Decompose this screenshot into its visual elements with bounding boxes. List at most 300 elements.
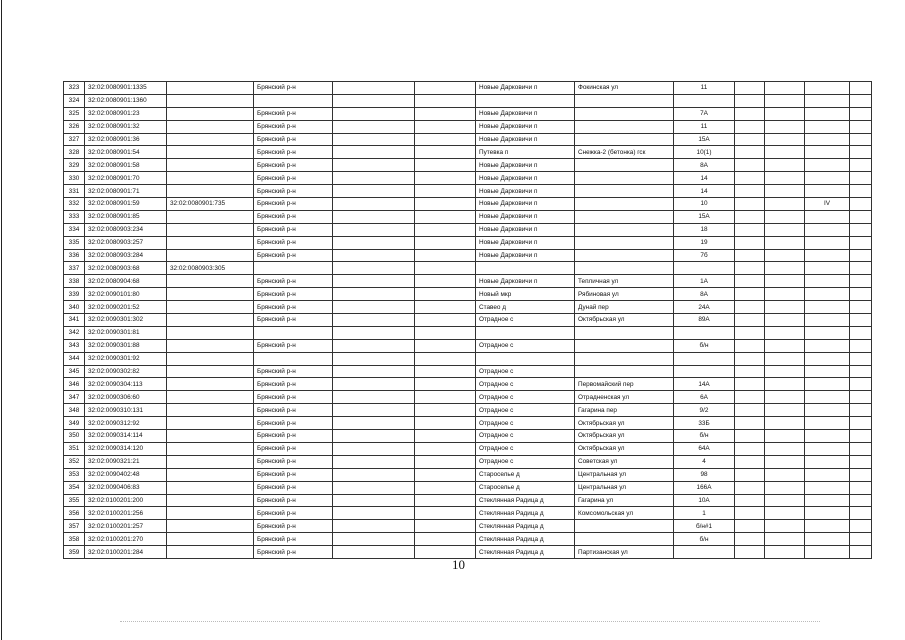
table-cell: Брянский р-н: [254, 430, 333, 443]
table-row: [64, 146, 872, 159]
table-row: [64, 223, 872, 236]
table-cell: Октябрьская ул: [575, 314, 674, 327]
table-cell: 333: [64, 210, 85, 223]
table-cell: Комсомольская ул: [575, 507, 674, 520]
cadastral-table: [63, 81, 872, 559]
table-cell: Брянский р-н: [254, 507, 333, 520]
table-cell: [765, 301, 805, 314]
table-cell: [333, 185, 415, 198]
table-cell: Брянский р-н: [254, 365, 333, 378]
table-row: [64, 546, 872, 559]
table-cell: [850, 236, 872, 249]
table-cell: [333, 210, 415, 223]
table-cell: Брянский р-н: [254, 120, 333, 133]
table-cell: [415, 210, 476, 223]
table-cell: 10А: [674, 494, 735, 507]
table-cell: [333, 417, 415, 430]
table-cell: [765, 249, 805, 262]
table-cell: [333, 481, 415, 494]
table-cell: 32:02:0080901:59: [85, 198, 167, 211]
table-cell: Новые Дарковичи п: [476, 249, 575, 262]
table-cell: [674, 262, 735, 275]
table-cell: [765, 404, 805, 417]
table-cell: [735, 314, 765, 327]
table-cell: [805, 120, 850, 133]
table-cell: [415, 520, 476, 533]
table-cell: 346: [64, 378, 85, 391]
table-cell: 7А: [674, 107, 735, 120]
table-cell: [254, 262, 333, 275]
table-cell: [333, 352, 415, 365]
table-cell: [333, 172, 415, 185]
table-cell: 32:02:0090302:82: [85, 365, 167, 378]
table-cell: Брянский р-н: [254, 301, 333, 314]
table-cell: [333, 249, 415, 262]
table-row: [64, 326, 872, 339]
table-cell: [333, 430, 415, 443]
table-cell: 33Б: [674, 417, 735, 430]
table-cell: [415, 533, 476, 546]
table-cell: Путевка п: [476, 146, 575, 159]
table-cell: 355: [64, 494, 85, 507]
table-cell: [735, 159, 765, 172]
table-cell: Брянский р-н: [254, 172, 333, 185]
table-cell: [333, 236, 415, 249]
table-cell: [805, 107, 850, 120]
table-cell: [167, 442, 254, 455]
table-cell: [674, 94, 735, 107]
table-cell: [333, 133, 415, 146]
table-cell: 32:02:0080904:68: [85, 275, 167, 288]
table-cell: [765, 481, 805, 494]
table-cell: [575, 520, 674, 533]
table-cell: 18: [674, 223, 735, 236]
table-cell: Снежка-2 (бетонка) гск: [575, 146, 674, 159]
table-cell: 32:02:0100201:284: [85, 546, 167, 559]
table-cell: 19: [674, 236, 735, 249]
table-cell: Брянский р-н: [254, 314, 333, 327]
table-cell: [167, 430, 254, 443]
table-cell: [735, 339, 765, 352]
table-cell: 32:02:0090406:83: [85, 481, 167, 494]
table-cell: Брянский р-н: [254, 223, 333, 236]
table-row: [64, 442, 872, 455]
table-cell: Новые Дарковичи п: [476, 107, 575, 120]
table-cell: [735, 417, 765, 430]
table-cell: [735, 442, 765, 455]
table-cell: [167, 159, 254, 172]
table-cell: [765, 533, 805, 546]
table-cell: [415, 172, 476, 185]
table-cell: [735, 468, 765, 481]
table-cell: Брянский р-н: [254, 210, 333, 223]
table-cell: 324: [64, 94, 85, 107]
table-cell: 352: [64, 455, 85, 468]
table-cell: [415, 430, 476, 443]
table-cell: [167, 275, 254, 288]
table-cell: 32:02:0090301:88: [85, 339, 167, 352]
table-cell: [415, 365, 476, 378]
table-cell: [805, 520, 850, 533]
table-cell: [415, 339, 476, 352]
table-row: [64, 275, 872, 288]
table-cell: [765, 262, 805, 275]
table-cell: [735, 430, 765, 443]
table-cell: [415, 546, 476, 559]
table-cell: Отрадное с: [476, 339, 575, 352]
table-row: [64, 494, 872, 507]
table-cell: 32:02:0090301:81: [85, 326, 167, 339]
table-cell: [735, 146, 765, 159]
table-cell: [765, 520, 805, 533]
table-cell: [735, 133, 765, 146]
table-cell: [575, 107, 674, 120]
table-cell: [850, 249, 872, 262]
table-cell: [735, 301, 765, 314]
table-cell: [805, 507, 850, 520]
table-cell: [167, 533, 254, 546]
table-cell: Новые Дарковичи п: [476, 82, 575, 95]
table-cell: Брянский р-н: [254, 339, 333, 352]
table-row: [64, 172, 872, 185]
table-cell: [575, 120, 674, 133]
table-cell: 339: [64, 288, 85, 301]
table-cell: [167, 481, 254, 494]
table-row: [64, 455, 872, 468]
table-cell: 327: [64, 133, 85, 146]
table-cell: [415, 481, 476, 494]
table-cell: Рябиновая ул: [575, 288, 674, 301]
table-cell: 32:02:0090306:60: [85, 391, 167, 404]
table-cell: Отрадное с: [476, 314, 575, 327]
table-cell: Центральная ул: [575, 468, 674, 481]
table-cell: [805, 301, 850, 314]
table-cell: [850, 185, 872, 198]
table-cell: [735, 288, 765, 301]
table-cell: 32:02:0080901:54: [85, 146, 167, 159]
table-cell: 14: [674, 185, 735, 198]
table-row: [64, 210, 872, 223]
table-cell: [415, 198, 476, 211]
table-cell: [415, 262, 476, 275]
table-cell: [735, 365, 765, 378]
table-cell: 32:02:0090301:302: [85, 314, 167, 327]
table-cell: [167, 391, 254, 404]
table-cell: б/н: [674, 430, 735, 443]
table-row: [64, 120, 872, 133]
table-cell: [575, 198, 674, 211]
table-cell: [333, 533, 415, 546]
table-cell: 8А: [674, 288, 735, 301]
table-cell: [415, 326, 476, 339]
table-cell: [415, 455, 476, 468]
table-row: [64, 391, 872, 404]
table-cell: [850, 198, 872, 211]
table-cell: Отрадное с: [476, 442, 575, 455]
table-row: [64, 107, 872, 120]
table-row: [64, 133, 872, 146]
table-cell: Гагарина ул: [575, 494, 674, 507]
table-cell: 335: [64, 236, 85, 249]
table-cell: Ставео д: [476, 301, 575, 314]
table-cell: [415, 288, 476, 301]
table-cell: Брянский р-н: [254, 249, 333, 262]
table-cell: [850, 107, 872, 120]
table-cell: [415, 249, 476, 262]
table-cell: [735, 378, 765, 391]
table-cell: 32:02:0080901:58: [85, 159, 167, 172]
table-cell: [805, 159, 850, 172]
table-cell: 357: [64, 520, 85, 533]
table-cell: Отрадное с: [476, 417, 575, 430]
table-cell: [575, 133, 674, 146]
table-cell: Октябрьская ул: [575, 417, 674, 430]
table-row: [64, 82, 872, 95]
table-cell: 351: [64, 442, 85, 455]
table-cell: [850, 94, 872, 107]
table-cell: [415, 378, 476, 391]
table-cell: Отрадное с: [476, 404, 575, 417]
table-cell: [415, 314, 476, 327]
scan-artifact-line: [120, 621, 820, 623]
table-cell: [765, 210, 805, 223]
table-cell: Новые Дарковичи п: [476, 172, 575, 185]
table-row: [64, 417, 872, 430]
table-cell: [805, 494, 850, 507]
table-cell: 64А: [674, 442, 735, 455]
table-cell: [735, 210, 765, 223]
table-cell: [167, 146, 254, 159]
table-cell: [575, 339, 674, 352]
table-row: [64, 301, 872, 314]
table-cell: 32:02:0090304:113: [85, 378, 167, 391]
table-cell: Отрадное с: [476, 391, 575, 404]
table-cell: [167, 120, 254, 133]
table-cell: [735, 546, 765, 559]
table-cell: Брянский р-н: [254, 391, 333, 404]
table-cell: 32:02:0100201:257: [85, 520, 167, 533]
table-cell: [765, 442, 805, 455]
table-cell: [167, 223, 254, 236]
table-cell: [765, 107, 805, 120]
table-cell: [415, 146, 476, 159]
table-cell: Новые Дарковичи п: [476, 275, 575, 288]
table-cell: [765, 314, 805, 327]
table-cell: [805, 455, 850, 468]
table-cell: [735, 185, 765, 198]
table-cell: [805, 326, 850, 339]
table-cell: [167, 455, 254, 468]
table-cell: [254, 352, 333, 365]
table-cell: Новые Дарковичи п: [476, 210, 575, 223]
table-cell: 32:02:0080903:305: [167, 262, 254, 275]
table-cell: [415, 159, 476, 172]
table-cell: [167, 236, 254, 249]
table-cell: Октябрьская ул: [575, 442, 674, 455]
table-cell: [850, 146, 872, 159]
table-cell: [415, 107, 476, 120]
table-cell: [735, 404, 765, 417]
table-cell: 359: [64, 546, 85, 559]
table-cell: [575, 262, 674, 275]
table-cell: [805, 82, 850, 95]
table-cell: [575, 236, 674, 249]
table-cell: 11: [674, 82, 735, 95]
table-cell: [805, 133, 850, 146]
table-cell: 32:02:0090201:52: [85, 301, 167, 314]
table-cell: 356: [64, 507, 85, 520]
table-cell: Брянский р-н: [254, 107, 333, 120]
table-cell: [805, 481, 850, 494]
table-row: [64, 352, 872, 365]
table-cell: [333, 198, 415, 211]
table-cell: [850, 172, 872, 185]
table-cell: [415, 468, 476, 481]
table-cell: Старосельe д: [476, 481, 575, 494]
table-cell: [765, 507, 805, 520]
table-cell: [805, 365, 850, 378]
table-cell: [765, 94, 805, 107]
table-cell: 340: [64, 301, 85, 314]
table-cell: 10: [674, 198, 735, 211]
table-cell: Брянский р-н: [254, 288, 333, 301]
table-cell: 32:02:0090312:92: [85, 417, 167, 430]
page-left-edge: [1, 0, 2, 640]
table-cell: [805, 262, 850, 275]
table-row: [64, 468, 872, 481]
table-cell: [415, 494, 476, 507]
table-cell: [805, 210, 850, 223]
table-cell: 6А: [674, 391, 735, 404]
table-cell: 32:02:0090402:48: [85, 468, 167, 481]
table-cell: [735, 326, 765, 339]
table-cell: [333, 455, 415, 468]
table-cell: [415, 507, 476, 520]
table-cell: 341: [64, 314, 85, 327]
table-cell: [167, 210, 254, 223]
table-cell: [476, 262, 575, 275]
table-cell: 32:02:0090101:80: [85, 288, 167, 301]
table-cell: [765, 133, 805, 146]
table-cell: [805, 249, 850, 262]
table-cell: [805, 378, 850, 391]
table-cell: Брянский р-н: [254, 198, 333, 211]
table-cell: [735, 120, 765, 133]
table-row: [64, 404, 872, 417]
table-cell: [167, 326, 254, 339]
table-cell: 32:02:0080901:36: [85, 133, 167, 146]
table-cell: Партизанская ул: [575, 546, 674, 559]
table-cell: [476, 352, 575, 365]
table-cell: Брянский р-н: [254, 546, 333, 559]
table-cell: [765, 223, 805, 236]
table-cell: [575, 210, 674, 223]
table-cell: 14: [674, 172, 735, 185]
table-cell: [850, 159, 872, 172]
table-cell: 7б: [674, 249, 735, 262]
table-cell: 332: [64, 198, 85, 211]
table-cell: Брянский р-н: [254, 417, 333, 430]
table-cell: 334: [64, 223, 85, 236]
table-cell: [765, 159, 805, 172]
table-cell: [765, 391, 805, 404]
table-cell: [850, 301, 872, 314]
table-cell: б/н#1: [674, 520, 735, 533]
table-cell: [765, 185, 805, 198]
table-cell: [850, 481, 872, 494]
table-cell: 32:02:0080901:735: [167, 198, 254, 211]
table-cell: 98: [674, 468, 735, 481]
table-cell: [805, 223, 850, 236]
table-cell: 32:02:0080901:71: [85, 185, 167, 198]
table-row: [64, 314, 872, 327]
table-cell: [805, 417, 850, 430]
table-cell: [333, 520, 415, 533]
table-cell: [735, 520, 765, 533]
table-cell: Отрадное с: [476, 430, 575, 443]
table-cell: [765, 236, 805, 249]
table-cell: [575, 223, 674, 236]
table-cell: [415, 82, 476, 95]
table-cell: [167, 468, 254, 481]
table-cell: [765, 172, 805, 185]
table-cell: [765, 288, 805, 301]
table-cell: Брянский р-н: [254, 520, 333, 533]
table-cell: 32:02:0080901:1335: [85, 82, 167, 95]
table-cell: 32:02:0100201:270: [85, 533, 167, 546]
table-cell: [765, 339, 805, 352]
table-cell: [850, 120, 872, 133]
table-cell: [333, 301, 415, 314]
table-cell: 342: [64, 326, 85, 339]
table-cell: Брянский р-н: [254, 455, 333, 468]
table-cell: [850, 223, 872, 236]
table-cell: 328: [64, 146, 85, 159]
table-cell: Новые Дарковичи п: [476, 236, 575, 249]
table-cell: [735, 391, 765, 404]
table-cell: 32:02:0080903:257: [85, 236, 167, 249]
table-cell: [850, 262, 872, 275]
table-cell: [167, 288, 254, 301]
table-cell: 15А: [674, 133, 735, 146]
table-cell: 345: [64, 365, 85, 378]
table-cell: Первомайский пер: [575, 378, 674, 391]
table-cell: 32:02:0090310:131: [85, 404, 167, 417]
table-row: [64, 378, 872, 391]
table-cell: [805, 430, 850, 443]
table-cell: 336: [64, 249, 85, 262]
table-cell: [476, 94, 575, 107]
table-cell: [167, 172, 254, 185]
table-cell: [167, 404, 254, 417]
table-cell: [415, 417, 476, 430]
table-cell: б/н: [674, 339, 735, 352]
table-cell: [167, 352, 254, 365]
table-cell: [333, 120, 415, 133]
table-cell: [167, 507, 254, 520]
table-cell: [333, 159, 415, 172]
table-cell: 32:02:0080901:23: [85, 107, 167, 120]
table-cell: [415, 442, 476, 455]
table-cell: [254, 326, 333, 339]
table-cell: [167, 133, 254, 146]
table-cell: [333, 468, 415, 481]
table-cell: Новые Дарковичи п: [476, 223, 575, 236]
table-cell: [805, 533, 850, 546]
table-cell: Отрадненская ул: [575, 391, 674, 404]
table-cell: [850, 507, 872, 520]
table-cell: [575, 94, 674, 107]
